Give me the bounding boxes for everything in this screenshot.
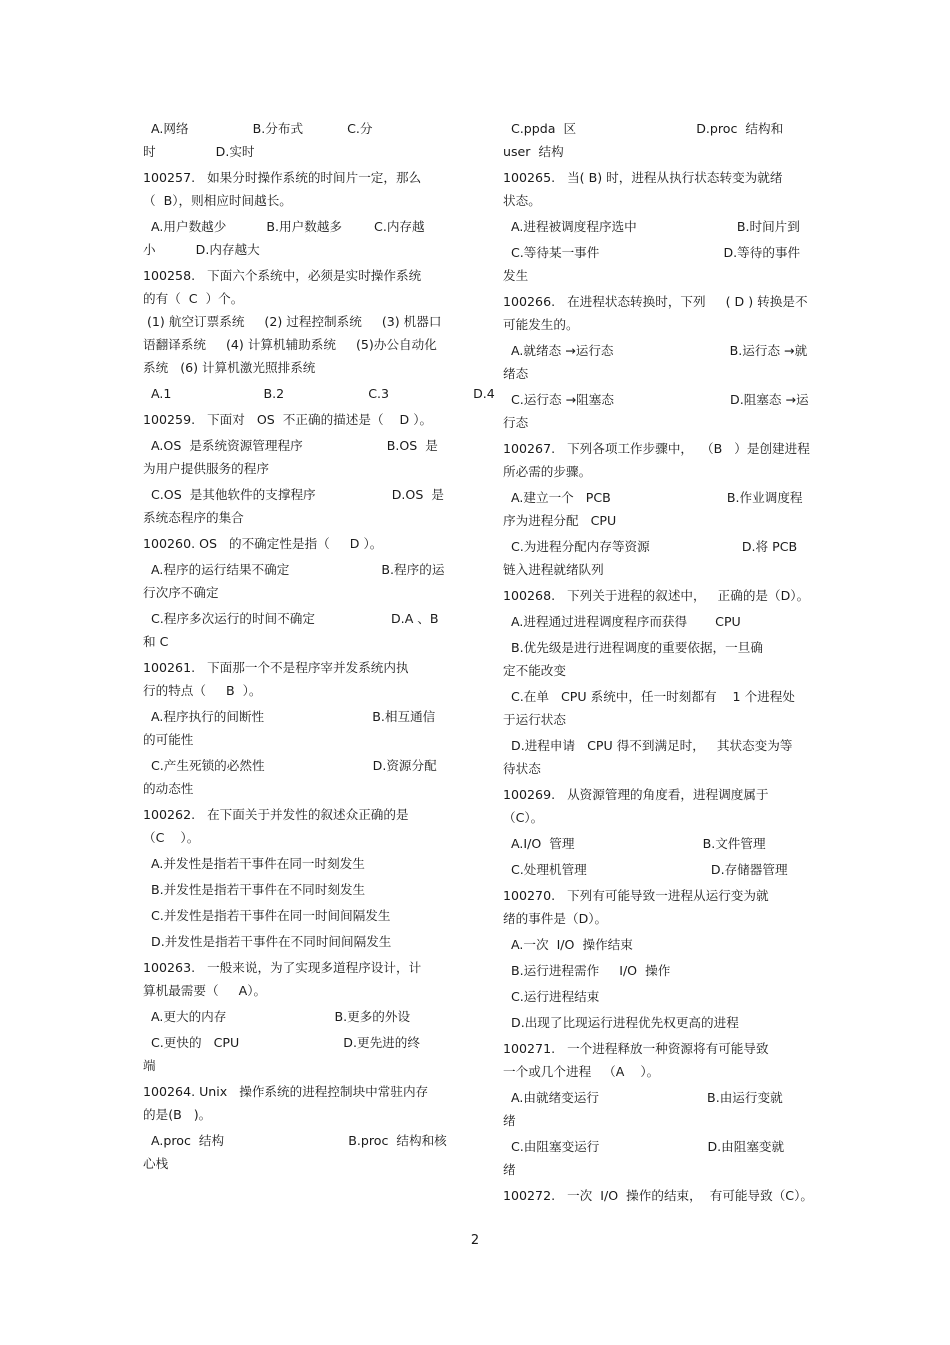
text-line: B.优先级是进行进程调度的重要依据，一旦确 (503, 640, 763, 655)
text-line: 状态。 (503, 193, 541, 208)
text-line: （ B），则相应时间越长。 (143, 193, 292, 208)
text-line: A.就绪态 →运行态 B.运行态 →就 (503, 343, 808, 358)
text-line: A.proc 结构 B.proc 结构和核 (143, 1133, 447, 1148)
text-line: C.为进程分配内存等资源 D.将 PCB (503, 539, 798, 554)
text-line: C.产生死锁的必然性 D.资源分配 (143, 758, 437, 773)
text-line: 100271. 一个进程释放一种资源将有可能导致 (503, 1041, 769, 1056)
text-line: 端 (143, 1058, 156, 1073)
text-line: A.1 B.2 C.3 D.4 (143, 386, 495, 401)
text-line: C.OS 是其他软件的支撑程序 D.OS 是 (143, 487, 444, 502)
text-line: 的动态性 (143, 781, 194, 796)
text-line: 100261. 下面那一个不是程序宰并发系统内执 (143, 660, 409, 675)
text-line: 心栈 (143, 1156, 169, 1171)
text-line: D.并发性是指若干事件在不同时间间隔发生 (143, 934, 392, 949)
text-line: A.OS 是系统资源管理程序 B.OS 是 (143, 438, 438, 453)
text-line: A.I/O 管理 B.文件管理 (503, 836, 766, 851)
text-line: A.建立一个 PCB B.作业调度程 (503, 490, 803, 505)
text-line: 100262. 在下面关于并发性的叙述众正确的是 (143, 807, 409, 822)
text-line: C.等待某一事件 D.等待的事件 (503, 245, 801, 260)
text-line: 100266. 在进程状态转换时，下列 ( D ) 转换是不 (503, 294, 808, 309)
text-line: （C ）。 (143, 830, 200, 845)
right-column (503, 117, 813, 1207)
text-line: (1) 航空订票系统 (2) 过程控制系统 (3) 机器口 (143, 314, 442, 329)
text-line: 为用户提供服务的程序 (143, 461, 269, 476)
text-line: 绪 (503, 1113, 516, 1128)
text-line: 100263. 一般来说，为了实现多道程序设计，计 (143, 960, 422, 975)
text-line: A.并发性是指若干事件在同一时刻发生 (143, 856, 365, 871)
text-line: 100257. 如果分时操作系统的时间片一定，那么 (143, 170, 422, 185)
text-line: （C）。 (503, 810, 544, 825)
text-line: 100272. 一次 I/O 操作的结束， 有可能导致（C）。 (503, 1188, 813, 1203)
text-line: 的可能性 (143, 732, 194, 747)
text-line: C.处理机管理 D.存储器管理 (503, 862, 788, 877)
text-line: C.并发性是指若干事件在同一时间间隔发生 (143, 908, 391, 923)
text-line: 序为进程分配 CPU (503, 513, 617, 528)
text-line: 语翻译系统 (4) 计算机辅助系统 (5)办公自动化 (143, 337, 437, 352)
text-line: 100264. Unix 操作系统的进程控制块中常驻内存 (143, 1084, 429, 1099)
text-line: 100269. 从资源管理的角度看，进程调度属于 (503, 787, 769, 802)
text-line: 绪态 (503, 366, 529, 381)
text-line: A.一次 I/O 操作结束 (503, 937, 633, 952)
text-line: A.进程通过进程调度程序而获得 CPU (503, 614, 741, 629)
text-line: 和 C (143, 634, 169, 649)
text-line: user 结构 (503, 144, 564, 159)
text-line: 绪 (503, 1162, 516, 1177)
text-line: C.程序多次运行的时间不确定 D.A 、B (143, 611, 439, 626)
text-line: 发生 (503, 268, 529, 283)
text-line: 100267. 下列各项工作步骤中， （B ）是创建进程 (503, 441, 810, 456)
text-line: 链入进程就绪队列 (503, 562, 604, 577)
text-line: 100265. 当( B) 时，进程从执行状态转变为就绪 (503, 170, 783, 185)
text-line: 时 D.实时 (143, 144, 255, 159)
text-line: C.在单 CPU 系统中，任一时刻都有 1 个进程处 (503, 689, 795, 704)
text-line: A.用户数越少 B.用户数越多 C.内存越 (143, 219, 425, 234)
text-line: 的有（ C ）个。 (143, 291, 244, 306)
text-line: 100259. 下面对 OS 不正确的描述是（ D ）。 (143, 412, 433, 427)
text-line: C.由阻塞变运行 D.由阻塞变就 (503, 1139, 785, 1154)
text-line: C.运行态 →阻塞态 D.阻塞态 →运 (503, 392, 809, 407)
left-column (143, 117, 495, 1175)
text-line: D.出现了比现运行进程优先权更高的进程 (503, 1015, 739, 1030)
text-line: 的是(B )。 (143, 1107, 212, 1122)
text-line: A.由就绪变运行 B.由运行变就 (503, 1090, 783, 1105)
text-line: 行的特点（ B ）。 (143, 683, 262, 698)
text-line: 100270. 下列有可能导致一进程从运行变为就 (503, 888, 769, 903)
text-line: 100258. 下面六个系统中，必须是实时操作系统 (143, 268, 422, 283)
page-number: 2 (470, 1233, 480, 1248)
text-line: 小 D.内存越大 (143, 242, 260, 257)
text-line: 于运行状态 (503, 712, 566, 727)
text-line: 可能发生的。 (503, 317, 579, 332)
text-line: 行态 (503, 415, 529, 430)
text-line: 行次序不确定 (143, 585, 219, 600)
text-line: C.运行进程结束 (503, 989, 600, 1004)
text-line: 一个或几个进程 （A ）。 (503, 1064, 660, 1079)
text-line: 100268. 下列关于进程的叙述中， 正确的是（D）。 (503, 588, 810, 603)
text-line: A.程序的运行结果不确定 B.程序的运 (143, 562, 445, 577)
text-line: A.程序执行的间断性 B.相互通信 (143, 709, 436, 724)
text-line: 绪的事件是（D）。 (503, 911, 608, 926)
text-line: C.更快的 CPU D.更先进的终 (143, 1035, 420, 1050)
text-line: A.网络 B.分布式 C.分 (143, 121, 373, 136)
text-line: 100260. OS 的不确定性是指（ D ）。 (143, 536, 383, 551)
text-line: 算机最需要（ A）。 (143, 983, 267, 998)
text-line: A.进程被调度程序选中 B.时间片到 (503, 219, 800, 234)
text-line: A.更大的内存 B.更多的外设 (143, 1009, 411, 1024)
text-line: 所必需的步骤。 (503, 464, 592, 479)
text-line: 系统态程序的集合 (143, 510, 244, 525)
text-line: D.进程申请 CPU 得不到满足时， 其状态变为等 (503, 738, 793, 753)
text-line: 定不能改变 (503, 663, 566, 678)
text-line: C.ppda 区 D.proc 结构和 (503, 121, 784, 136)
text-line: 待状态 (503, 761, 541, 776)
text-line: B.并发性是指若干事件在不同时刻发生 (143, 882, 366, 897)
text-line: 系统 (6) 计算机激光照排系统 (143, 360, 316, 375)
text-line: B.运行进程需作 I/O 操作 (503, 963, 671, 978)
